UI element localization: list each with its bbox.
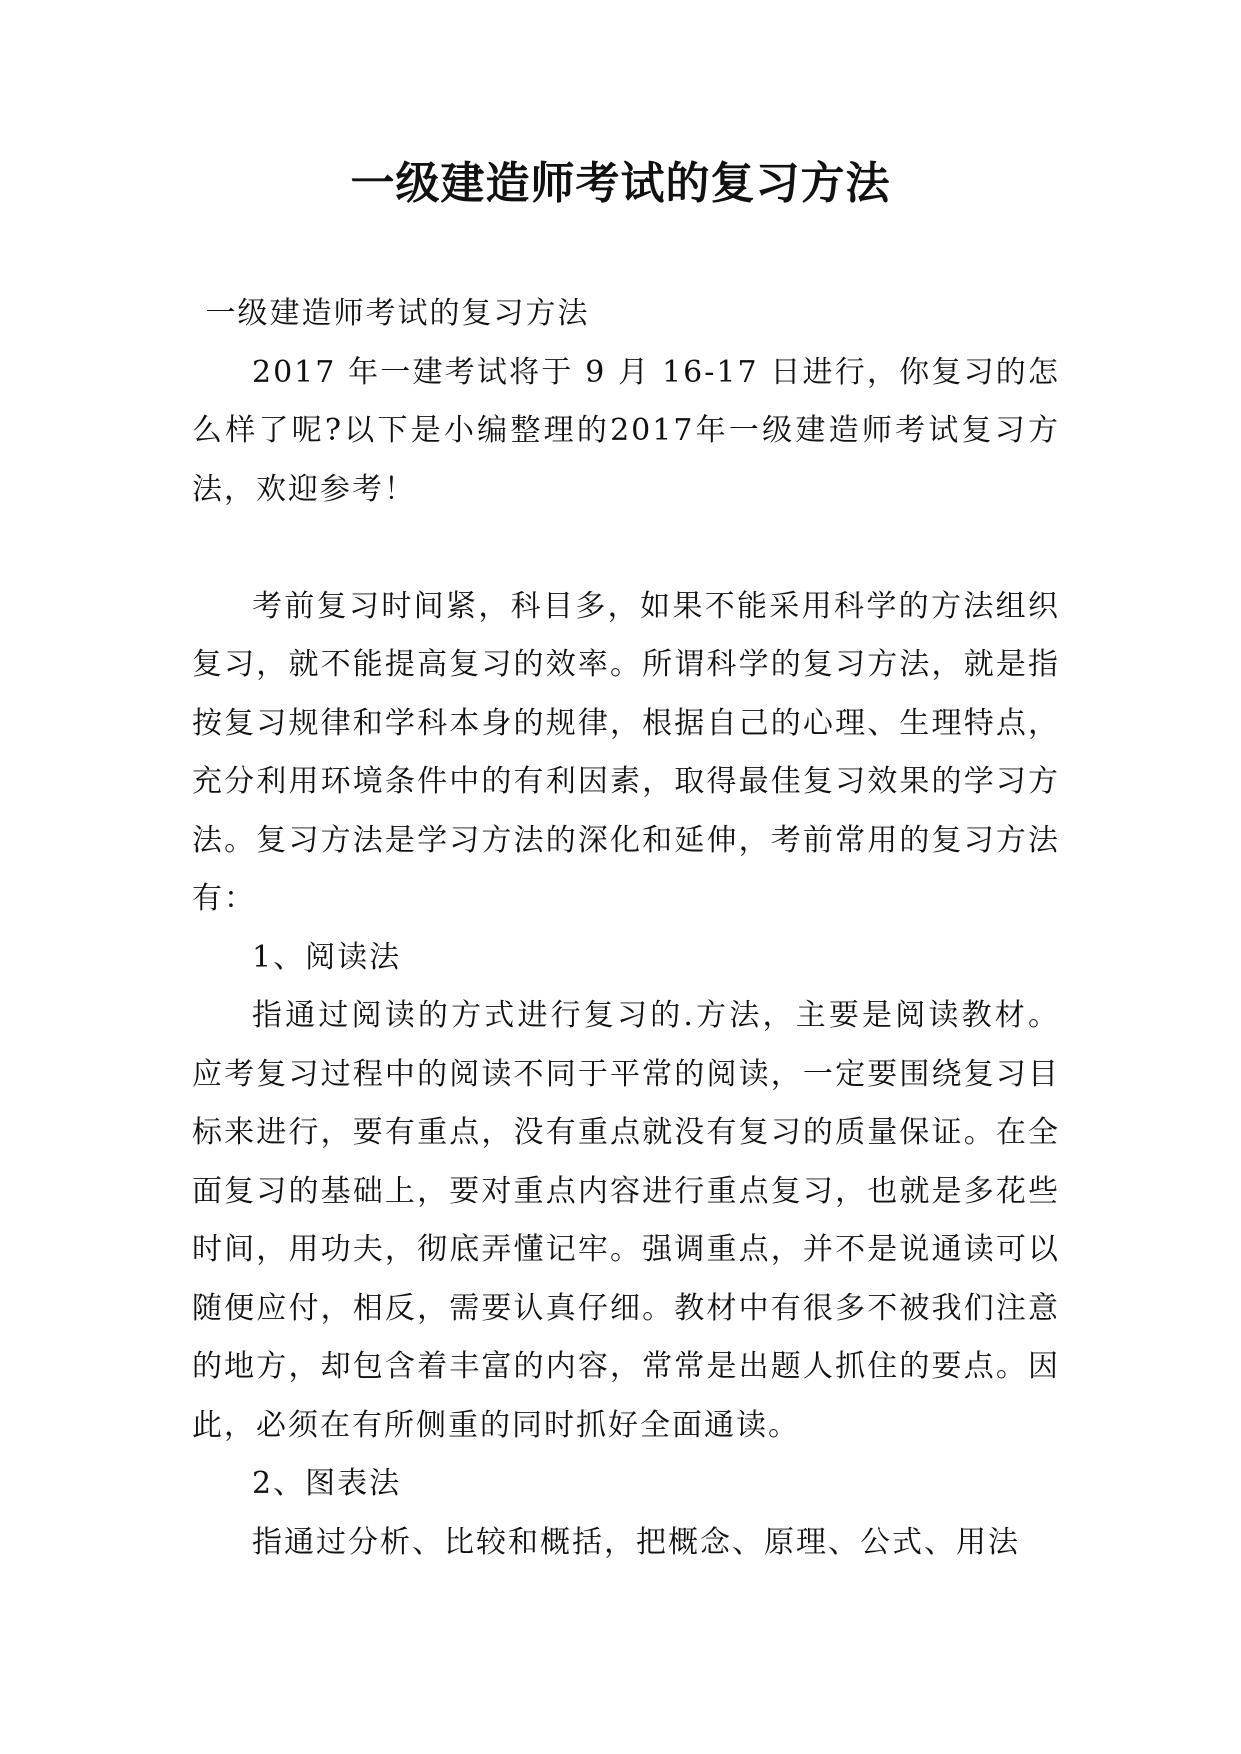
subtitle-paragraph: 一级建造师考试的复习方法 [205,296,590,331]
overview-paragraph: 考前复习时间紧，科目多，如果不能采用科学的方法组织复习，就不能提高复习的效率。所谓科学的复习方法，就是指按复习规律和学科本身的规律，根据自己的心理、生理特点，充分利用环境条件中的有利因素，取得最佳复习效果的学习方法。复习方法是学习方法的深化和延伸，考前常用的复习方法有： [192,588,1060,916]
chart-method-paragraph: 指通过分析、比较和概括，把概念、原理、公式、用法 [252,1524,1020,1560]
method-heading-chart: 2、图表法 [252,1466,402,1501]
paragraph-spacer [192,519,1060,578]
document-title: 一级建造师考试的复习方法 [350,158,891,209]
reading-method-paragraph: 指通过阅读的方式进行复习的.方法，主要是阅读教材。应考复习过程中的阅读不同于平常的阅读，一定要围绕复习目标来进行，要有重点，没有重点就没有复习的质量保证。在全面复习的基础上，要对重点内容进行重点复习，也就是多花些时间，用功夫，彻底弄懂记牢。强调重点，并不是说通读可以随便应付，相反，需要认真仔细。教材中有很多不被我们注意的地方，却包含着丰富的内容，常常是出题人抓住的要点。因此，必须在有所侧重的同时抓好全面通读。 [192,998,1060,1443]
intro-paragraph: 2017 年一建考试将于 9 月 16-17 日进行，你复习的怎么样了呢?以下是小编整理的2017年一级建造师考试复习方法，欢迎参考！ [192,354,1060,507]
document-body [192,285,1060,1572]
method-heading-reading: 1、阅读法 [252,939,402,975]
